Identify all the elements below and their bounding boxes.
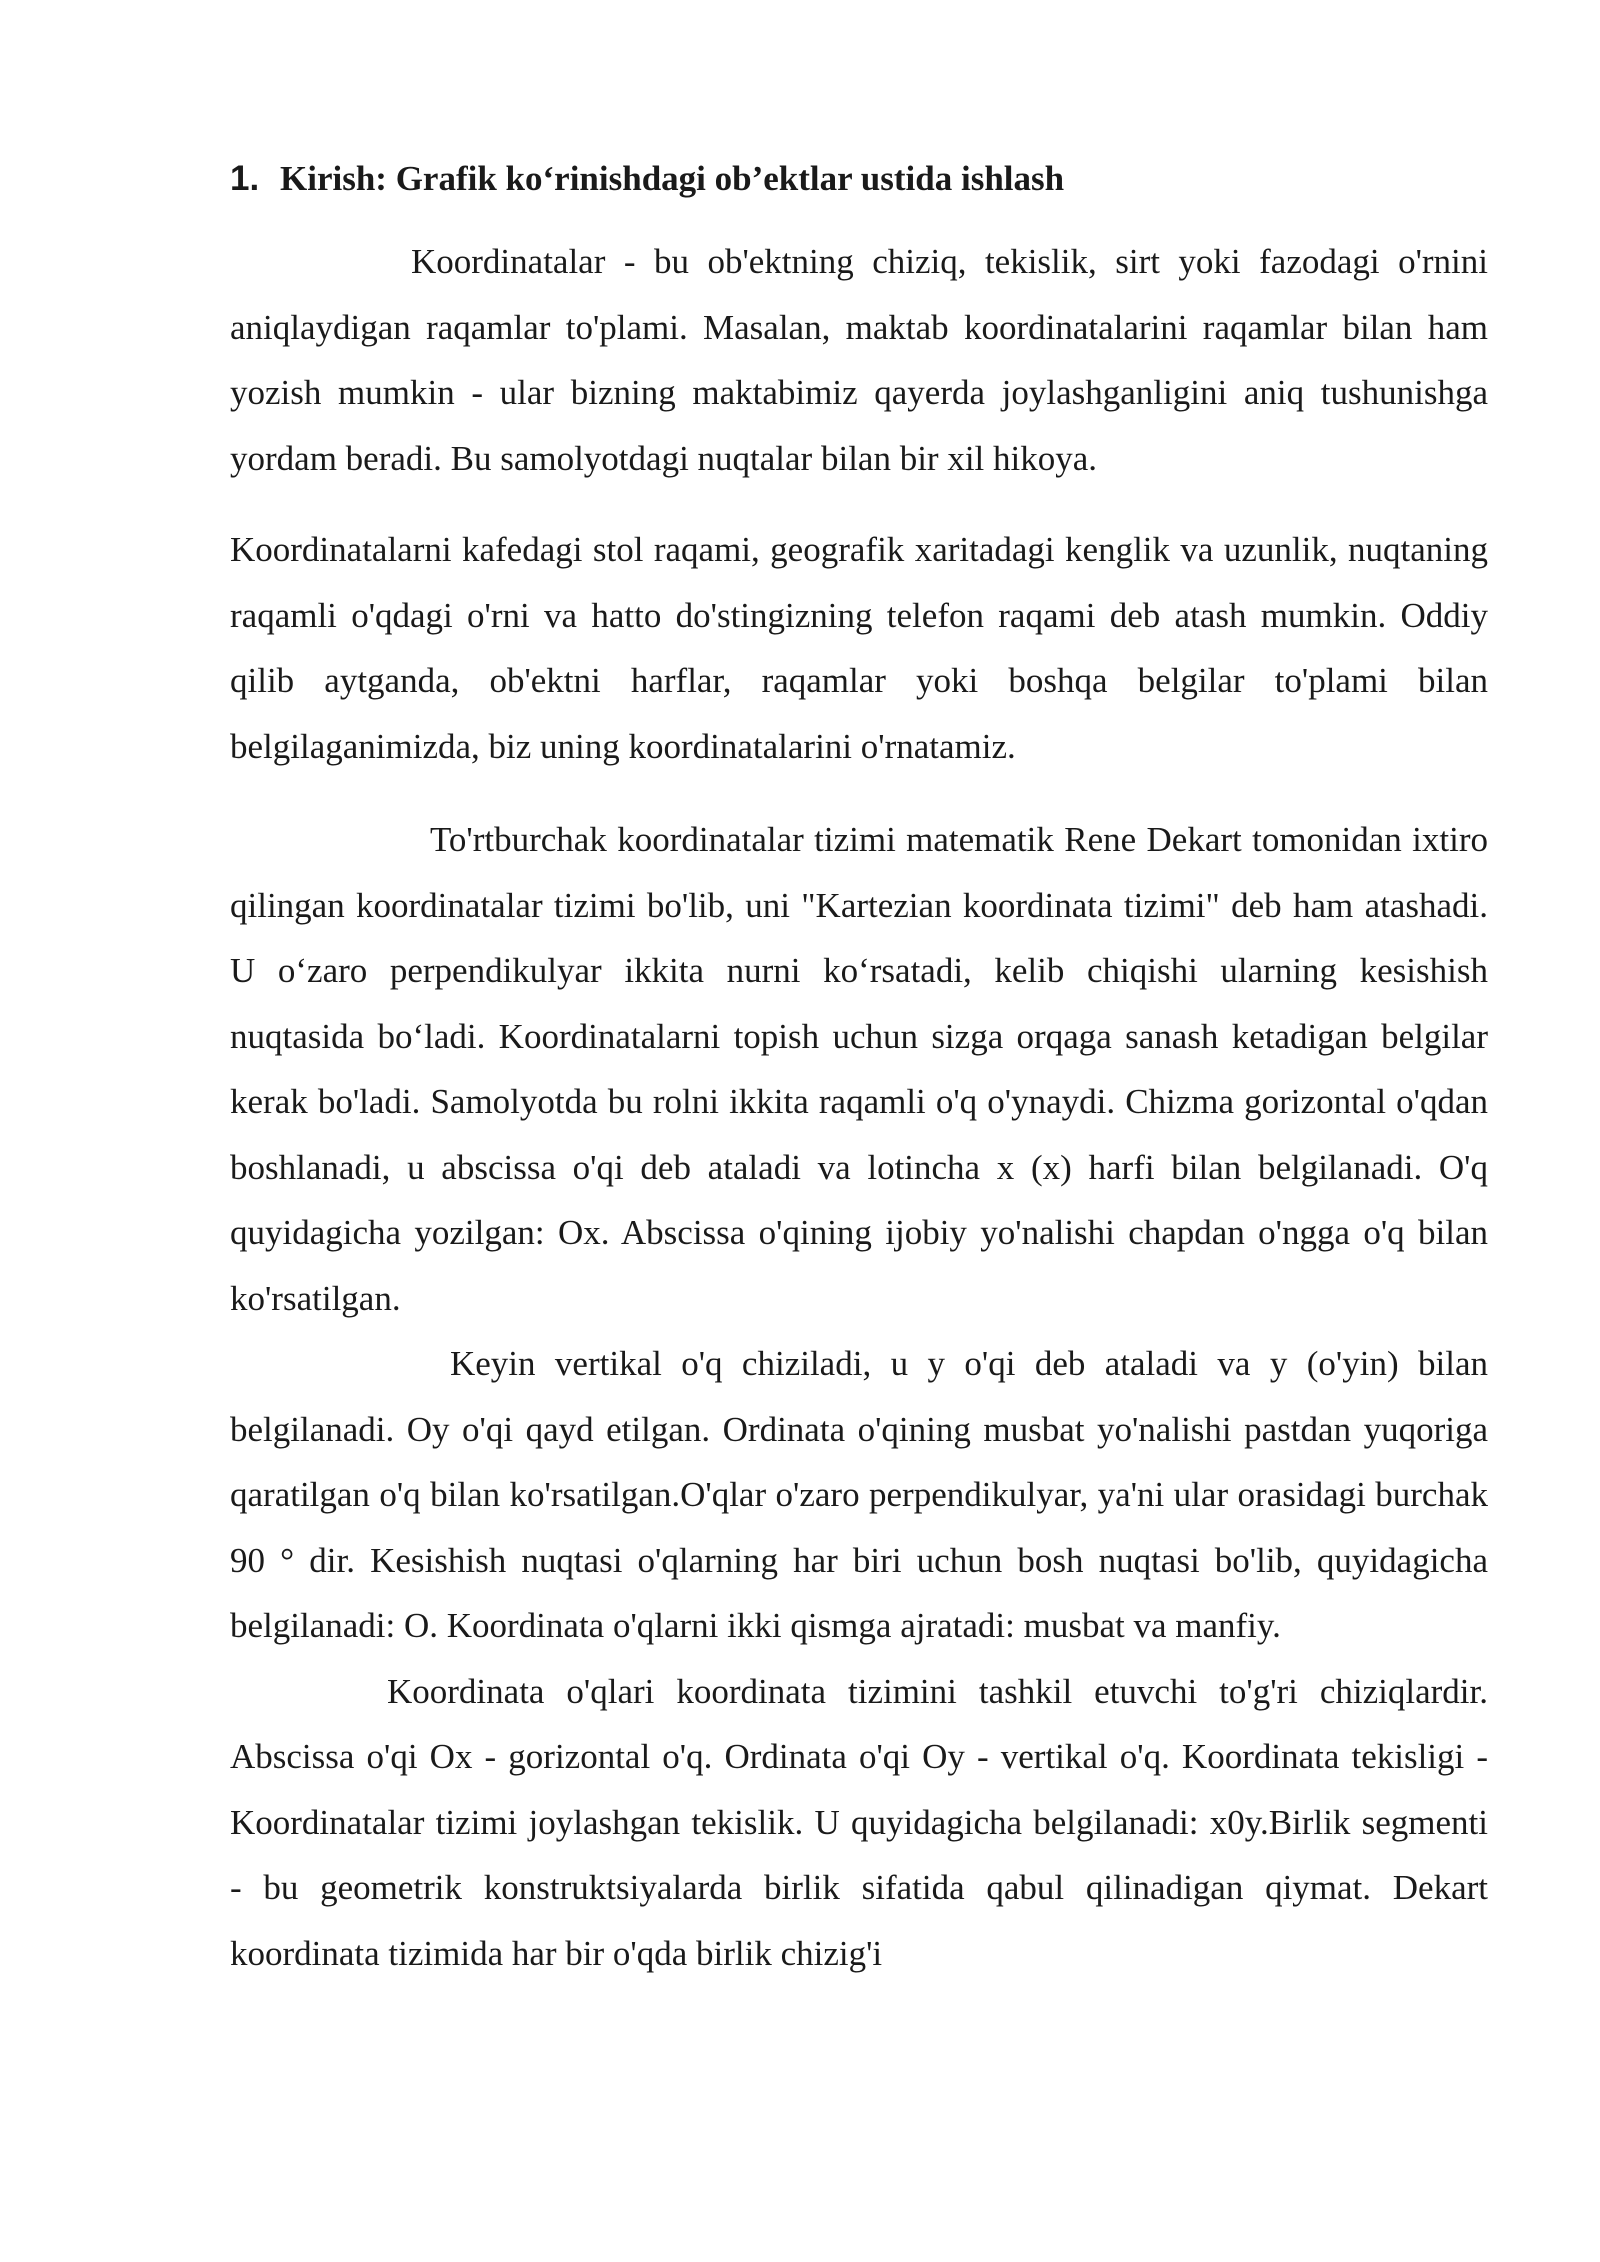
paragraph-cartesian-system: To'rtburchak koordinatalar tizimi matematik Rene Dekart tomonidan ixtiro qilingan koordinatalar tizimi bo'lib, uni "Kartezian koordinata tizimi" deb ham atashadi. U o‘zaro perpendikulyar ikkita nurni ko‘rsatadi, kelib chiqishi ularning kesishish nuqtasida bo‘ladi. Koordinatalarni topish uchun sizga orqaga sanash ketadigan belgilar kerak bo'ladi. Samolyotda bu rolni ikkita raqamli o'q o'ynaydi. Chizma gorizontal o'qdan boshlanadi, u abscissa o'qi deb ataladi va lotincha x (x) harfi bilan belgilanadi. O'q quyidagicha yozilgan: Ox. Abscissa o'qining ijobiy yo'nalishi chapdan o'ngga o'q bilan ko'rsatilgan. [230,820,1488,1318]
section-number: 1. [230,159,260,198]
section-title: Kirish: Grafik ko‘rinishdagi ob’ektlar ustida ishlash [280,159,1065,198]
paragraph-coordinate-axes: Koordinata o'qlari koordinata tizimini tashkil etuvchi to'g'ri chiziqlardir. Abscissa o'qi Ox - gorizontal o'q. Ordinata o'qi Oy - vertikal o'q. Koordinata tekisligi - Koordinatalar tizimi joylashgan tekislik. U quyidagicha belgilanadi: x0y.Birlik segmenti - bu geometrik konstruktsiyalarda birlik sifatida qabul qilinadigan qiymat. Dekart koordinata tizimida har bir o'qda birlik chizig'i [230,1671,1488,1973]
paragraph-vertical-axis: Keyin vertikal o'q chiziladi, u y o'qi deb ataladi va y (o'yin) bilan belgilanadi. Oy o'qi qayd etilgan. Ordinata o'qining musbat yo'nalishi pastdan yuqoriga qaratilgan o'q bilan ko'rsatilgan.O'qlar o'zaro perpendikulyar, ya'ni ular orasidagi burchak 90 ° dir. Kesishish nuqtasi o'qlarning har biri uchun bosh nuqtasi bo'lib, quyidagicha belgilanadi: O. Koordinata o'qlarni ikki qismga ajratadi: musbat va manfiy. [230,1344,1488,1645]
document-page [230,155,1488,1986]
paragraph-coordinates-examples: Koordinatalarni kafedagi stol raqami, geografik xaritadagi kenglik va uzunlik, nuqtaning raqamli o'qdagi o'rni va hatto do'stingizning telefon raqami deb atash mumkin. Oddiy qilib aytganda, ob'ektni harflar, raqamlar yoki boshqa belgilar to'plami bilan belgilaganimizda, biz uning koordinatalarini o'rnatamiz. [230,530,1488,766]
section-heading [230,155,1488,203]
paragraph-coordinates-definition: Koordinatalar - bu ob'ektning chiziq, tekislik, sirt yoki fazodagi o'rnini aniqlaydigan raqamlar to'plami. Masalan, maktab koordinatalarini raqamlar bilan ham yozish mumkin - ular bizning maktabimiz qayerda joylashganligini aniq tushunishga yordam beradi. Bu samolyotdagi nuqtalar bilan bir xil hikoya. [230,242,1488,478]
